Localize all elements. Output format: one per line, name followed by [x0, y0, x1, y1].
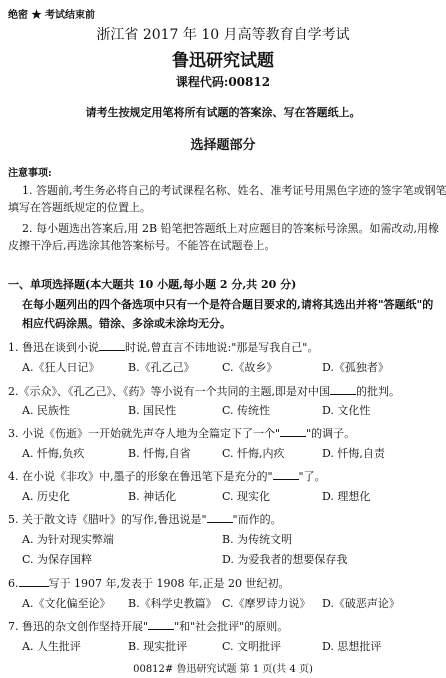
- q6-option-c: C.《摩罗诗力说》: [222, 597, 311, 610]
- q7-option-d: D. 思想批评: [322, 640, 382, 653]
- note-2-line-1: 2. 每小题选出答案后,用 2B 铅笔把答题纸上对应题目的答案标号涂黑。如需改动,用橡: [22, 222, 440, 235]
- section-title: 选择题部分: [190, 138, 256, 153]
- q5-option-c: C. 为保存国粹: [22, 553, 93, 566]
- question-2: [8, 383, 400, 399]
- question-1: [8, 339, 318, 355]
- answer-blank: [99, 340, 125, 351]
- question-7-text-b: "和"社会批评"的原则。: [174, 620, 289, 633]
- answer-blank: [207, 512, 233, 523]
- question-6: [8, 575, 289, 591]
- part-one-heading: 一、单项选择题(本大题共 10 小题,每小题 2 分,共 20 分): [8, 278, 297, 291]
- q5-option-a: A. 为针对现实弊端: [22, 533, 114, 546]
- question-4-text-b: "了。: [298, 470, 326, 483]
- question-6-text-a: 6.: [8, 577, 19, 590]
- question-6-text-b: 写于 1907 年,发表于 1908 年,正是 20 世纪初。: [48, 577, 290, 590]
- q3-option-b: B. 忏悔,自省: [128, 447, 191, 460]
- note-1-line-1: 1. 答题前,考生务必将自己的考试课程名称、姓名、准考证号用黑色字迹的签字笔或钢笔: [22, 184, 446, 197]
- answer-blank: [280, 426, 306, 437]
- q4-option-d: D. 理想化: [322, 490, 371, 503]
- question-3: [8, 425, 355, 441]
- answer-blank: [148, 619, 174, 630]
- question-5-text-b: "而作的。: [232, 513, 282, 526]
- instruction: 请考生按规定用笔将所有试题的答案涂、写在答题纸上。: [85, 106, 361, 119]
- answer-blank: [19, 576, 49, 587]
- q3-option-d: D. 忏悔,自责: [322, 447, 385, 460]
- answer-blank: [330, 384, 356, 395]
- part-one-desc-line-1: 在每小题列出的四个备选项中只有一个是符合题目要求的,请将其选出并将"答题纸"的: [22, 298, 434, 311]
- q7-option-c: C. 文明批评: [222, 640, 282, 653]
- question-3-text-a: 3. 小说《伤逝》一开始就先声夺人地为全篇定下了一个": [8, 427, 281, 440]
- page-title: 鲁迅研究试题: [172, 51, 274, 71]
- question-7-text-a: 7. 鲁迅的杂文创作坚持开展": [8, 620, 149, 633]
- q2-option-a: A. 民族性: [22, 404, 70, 417]
- question-4: [8, 468, 326, 484]
- answer-blank: [273, 469, 299, 480]
- question-1-text-b: 时说,曾直言不讳地说:"那是写我自己"。: [125, 341, 319, 354]
- q1-option-a: A.《狂人日记》: [22, 361, 100, 374]
- question-5-text-a: 5. 关于散文诗《腊叶》的写作,鲁迅说是": [8, 513, 207, 526]
- note-1-line-2: 填写在答题纸规定的位置上。: [8, 201, 151, 214]
- q3-option-c: C. 忏悔,内疚: [222, 447, 285, 460]
- page-footer: 00812# 鲁迅研究试题 第 1 页(共 4 页): [133, 664, 313, 675]
- q5-option-b: B. 为传统文明: [222, 533, 293, 546]
- q1-option-c: C.《故乡》: [222, 361, 278, 374]
- question-5: [8, 511, 282, 527]
- q7-option-b: B. 现实批评: [128, 640, 188, 653]
- q6-option-a: A.《文化偏至论》: [22, 597, 111, 610]
- q6-option-b: B.《科学史教篇》: [128, 597, 217, 610]
- q3-option-a: A. 忏悔,负疚: [22, 447, 85, 460]
- question-4-text-a: 4. 在小说《非攻》中,墨子的形象在鲁迅笔下是充分的": [8, 470, 273, 483]
- exam-line: 浙江省 2017 年 10 月高等教育自学考试: [96, 27, 350, 43]
- question-1-text-a: 1. 鲁迅在谈到小说: [8, 341, 99, 354]
- question-2-text-b: 的批判。: [356, 385, 400, 398]
- q4-option-b: B. 神话化: [128, 490, 177, 503]
- q1-option-d: D.《孤独者》: [322, 361, 389, 374]
- secret-mark: 绝密 ★ 考试结束前: [8, 10, 95, 21]
- q2-option-d: D. 文化性: [322, 404, 371, 417]
- q6-option-d: D.《破恶声论》: [322, 597, 400, 610]
- q5-option-d: D. 为爱我者的想要保存我: [222, 553, 348, 566]
- q4-option-a: A. 历史化: [22, 490, 70, 503]
- q2-option-b: B. 国民性: [128, 404, 177, 417]
- part-one-desc-line-2: 相应代码涂黑。错涂、多涂或未涂均无分。: [22, 317, 231, 330]
- question-3-text-b: "的调子。: [306, 427, 356, 440]
- question-2-text-a: 2.《示众》、《孔乙己》、《药》等小说有一个共同的主题,即是对中国: [8, 385, 330, 398]
- course-code: 课程代码:00812: [175, 75, 271, 89]
- notes-heading: 注意事项:: [8, 168, 52, 179]
- question-7: [8, 618, 288, 634]
- q2-option-c: C. 传统性: [222, 404, 271, 417]
- note-2-line-2: 皮擦干净后,再选涂其他答案标号。不能答在试题卷上。: [8, 239, 276, 252]
- q4-option-c: C. 现实化: [222, 490, 271, 503]
- q7-option-a: A. 人生批评: [22, 640, 81, 653]
- q1-option-b: B.《孔乙己》: [128, 361, 195, 374]
